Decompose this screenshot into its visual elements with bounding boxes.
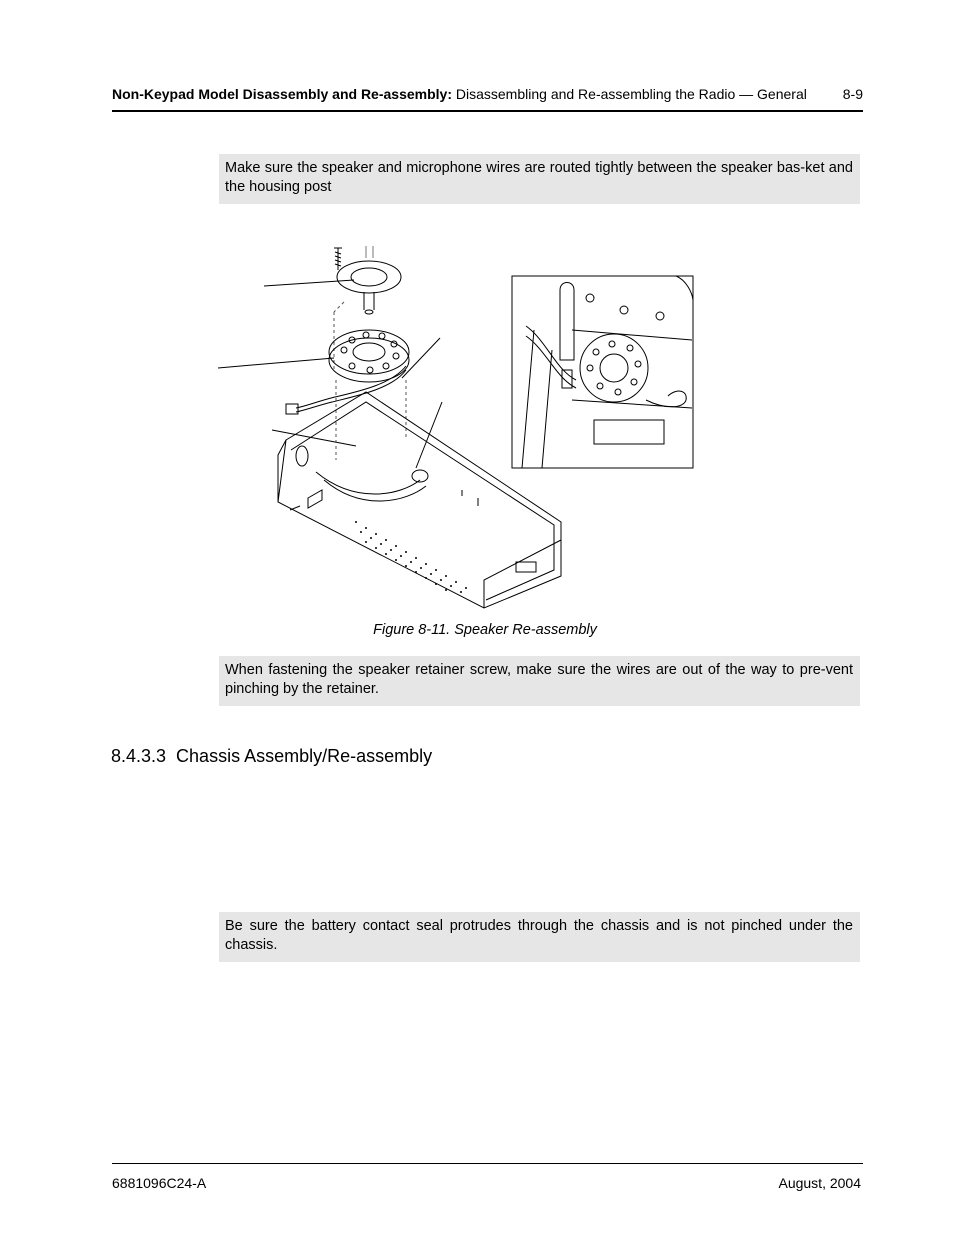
speaker-reassembly-illustration xyxy=(216,240,696,612)
header-section-title: Disassembling and Re-assembling the Radio — General xyxy=(452,86,807,102)
figure-caption: Figure 8-11. Speaker Re-assembly xyxy=(373,622,597,638)
section-number: 8.4.3.3 xyxy=(111,746,167,766)
inset-detail xyxy=(512,276,693,468)
section-title: Chassis Assembly/Re-assembly xyxy=(176,746,433,766)
note-box-wire-routing xyxy=(219,154,860,204)
footer-date: August, 2004 xyxy=(778,1175,861,1191)
running-header xyxy=(112,84,863,104)
note-box-retainer-screw xyxy=(219,656,860,706)
front-housing xyxy=(278,392,561,608)
header-rule xyxy=(112,110,863,112)
note-box-battery-seal xyxy=(219,912,860,962)
speaker-grille-dots xyxy=(355,521,467,593)
note-text: Make sure the speaker and microphone wires are routed tightly between the speaker bas-ket and the housing post xyxy=(225,160,853,195)
section-heading xyxy=(111,744,432,768)
page-number: 8-9 xyxy=(842,86,863,102)
footer-document-id: 6881096C24-A xyxy=(112,1175,207,1191)
note-text: Be sure the battery contact seal protrudes through the chassis and is not pinched under the chassis. xyxy=(225,918,853,953)
footer-rule xyxy=(112,1163,863,1164)
retainer-screw xyxy=(334,248,342,270)
note-text: When fastening the speaker retainer screw, make sure the wires are out of the way to pre-vent pinching by the retainer. xyxy=(225,662,853,697)
header-chapter-title: Non-Keypad Model Disassembly and Re-assembly: xyxy=(112,86,452,102)
speaker-reassembly-figure xyxy=(216,240,696,612)
speaker-retainer xyxy=(337,261,401,314)
